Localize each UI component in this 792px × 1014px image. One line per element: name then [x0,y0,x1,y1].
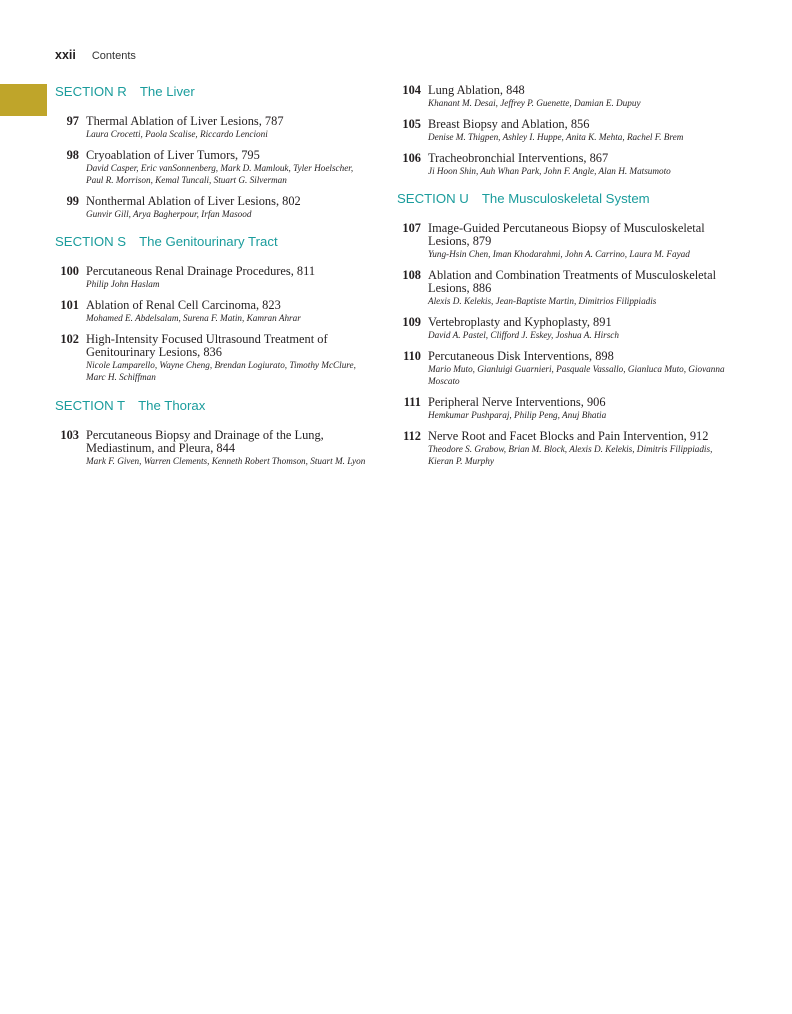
header-label: Contents [91,50,136,62]
section-title: The Genitourinary Tract [139,234,278,249]
chapter-authors: Laura Crocetti, Paola Scalise, Riccardo Lencioni [86,129,268,139]
toc-entry[interactable] [397,152,727,177]
chapter-number: 99 [66,194,79,208]
chapter-authors: Nicole Lamparello, Wayne Cheng, Brendan Logiurato, Timothy McClure, Marc H. Schiffman [86,360,356,382]
chapter-number: 107 [402,221,421,235]
chapter-authors: Denise M. Thigpen, Ashley I. Huppe, Anita K. Mehta, Rachel F. Brem [428,132,684,142]
chapter-title: Ablation of Renal Cell Carcinoma, 823 [86,298,281,312]
chapter-number: 109 [402,315,421,329]
chapter-number: 97 [66,114,79,128]
chapter-number: 110 [403,349,421,363]
chapter-authors: Hemkumar Pushparaj, Philip Peng, Anuj Bhatia [428,410,607,420]
chapter-authors: Gunvir Gill, Arya Bagherpour, Irfan Masood [86,209,252,219]
section-code: SECTION R [55,84,127,99]
section-code: SECTION T [55,398,126,413]
section-title: The Thorax [138,398,206,413]
chapter-title: Ablation and Combination Treatments of Musculoskeletal Lesions, 886 [428,268,717,295]
chapter-number: 104 [402,83,421,97]
toc-entry[interactable] [55,115,370,140]
chapter-number: 111 [403,395,421,409]
chapter-number: 108 [402,268,421,282]
chapter-authors: David A. Pastel, Clifford J. Eskey, Joshua A. Hirsch [428,330,619,340]
toc-entry[interactable] [397,396,727,421]
left-column [55,84,370,467]
chapter-authors: Philip John Haslam [86,279,160,289]
section-title: The Musculoskeletal System [481,191,650,206]
chapter-authors: Mohamed E. Abdelsalam, Surena F. Matin, Kamran Ahrar [86,313,301,323]
toc-entry[interactable] [397,118,727,143]
chapter-number: 103 [60,428,79,442]
chapter-authors: Theodore S. Grabow, Brian M. Block, Alexis D. Kelekis, Dimitris Filippiadis, Kieran P. Murphy [428,444,713,466]
chapter-number: 112 [403,429,421,443]
toc-entry[interactable] [397,430,727,467]
chapter-title: Thermal Ablation of Liver Lesions, 787 [86,114,284,128]
chapter-authors: David Casper, Eric vanSonnenberg, Mark D. Mamlouk, Tyler Hoelscher, Paul R. Morrison, Kemal Tuncali, Stuart G. Silverman [86,163,354,185]
section-color-tab [0,84,47,116]
section-code: SECTION U [397,191,469,206]
chapter-authors: Mario Muto, Gianluigi Guarnieri, Pasquale Vassallo, Gianluca Muto, Giovanna Moscato [428,364,725,386]
section-heading-t [55,398,370,414]
chapter-title: Breast Biopsy and Ablation, 856 [428,117,590,131]
chapter-title: High-Intensity Focused Ultrasound Treatment of Genitourinary Lesions, 836 [86,332,328,359]
chapter-title: Cryoablation of Liver Tumors, 795 [86,148,260,162]
chapter-title: Percutaneous Renal Drainage Procedures, 811 [86,264,316,278]
toc-entry[interactable] [397,316,727,341]
chapter-number: 98 [66,148,79,162]
chapter-number: 100 [60,264,79,278]
toc-entry[interactable] [55,429,370,467]
toc-entry[interactable] [397,269,727,307]
chapter-title: Lung Ablation, 848 [428,83,525,97]
chapter-title: Nerve Root and Facet Blocks and Pain Intervention, 912 [428,429,709,443]
chapter-authors: Alexis D. Kelekis, Jean-Baptiste Martin, Dimitrios Filippiadis [428,296,657,306]
chapter-title: Vertebroplasty and Kyphoplasty, 891 [428,315,612,329]
chapter-number: 106 [402,151,421,165]
chapter-number: 101 [60,298,79,312]
chapter-authors: Mark F. Given, Warren Clements, Kenneth Robert Thomson, Stuart M. Lyon [86,456,366,466]
toc-entry[interactable] [55,149,370,186]
chapter-title: Image-Guided Percutaneous Biopsy of Musculoskeletal Lesions, 879 [428,221,705,248]
chapter-title: Peripheral Nerve Interventions, 906 [428,395,606,409]
section-heading-r [55,84,370,100]
chapter-number: 105 [402,117,421,131]
toc-entry[interactable] [55,265,370,290]
toc-entry[interactable] [55,333,370,383]
toc-entry[interactable] [55,299,370,324]
section-code: SECTION S [55,234,127,249]
toc-entry[interactable] [397,350,727,387]
chapter-title: Percutaneous Biopsy and Drainage of the Lung, Mediastinum, and Pleura, 844 [86,428,324,455]
chapter-title: Percutaneous Disk Interventions, 898 [428,349,614,363]
page-number: xxii [55,48,76,62]
right-column [397,84,727,467]
section-title: The Liver [139,84,195,99]
page-header [55,46,136,62]
toc-entry[interactable] [55,195,370,220]
toc-entry[interactable] [397,84,727,109]
chapter-title: Nonthermal Ablation of Liver Lesions, 802 [86,194,301,208]
section-heading-u [397,191,727,207]
chapter-number: 102 [60,332,79,346]
chapter-authors: Khanant M. Desai, Jeffrey P. Guenette, Damian E. Dupuy [428,98,641,108]
section-heading-s [55,234,370,250]
chapter-authors: Yung-Hsin Chen, Iman Khodarahmi, John A. Carrino, Laura M. Fayad [428,249,690,259]
chapter-authors: Ji Hoon Shin, Auh Whan Park, John F. Angle, Alan H. Matsumoto [428,166,671,176]
chapter-title: Tracheobronchial Interventions, 867 [428,151,609,165]
toc-entry[interactable] [397,222,727,260]
